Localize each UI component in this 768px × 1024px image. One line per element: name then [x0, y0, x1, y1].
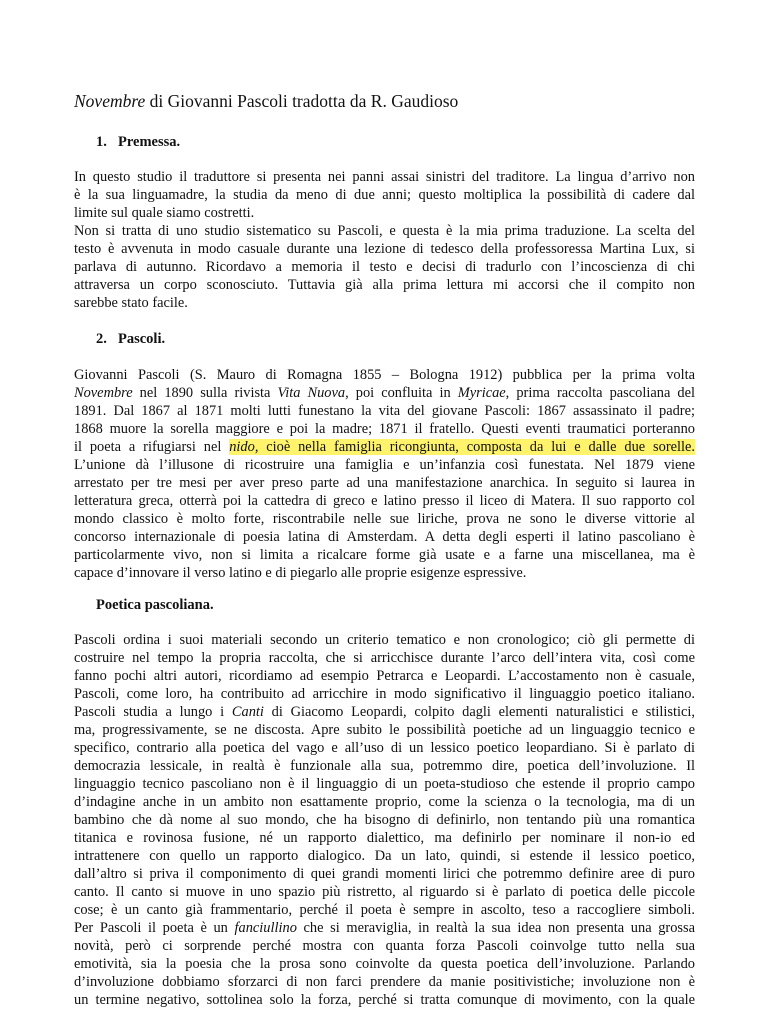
section-number: 1. — [96, 134, 107, 150]
text-line: limite sul quale siamo costretti. — [74, 205, 255, 221]
section-heading-poetica — [96, 597, 214, 614]
text-line — [74, 384, 695, 402]
text-line: emotività, sia la poesia che la prosa sono coinvolte da questa poetica dell’involuzione. Parlando — [74, 956, 695, 972]
section-heading-premessa — [96, 134, 180, 151]
text-run: Per Pascoli il poeta è un — [74, 920, 235, 936]
text-line: costruire nel tempo la propria raccolta, che si arricchisce durante l’arco dell’intera vita, così come — [74, 650, 695, 666]
text-line: bambino che dà nome al suo mondo, che ha bisogno di definirlo, non tentando più una romantica — [74, 812, 695, 828]
text-run: nel 1890 sulla rivista — [132, 385, 278, 401]
text-line: intrattenere con quello un rapporto dialogico. Da un lato, quindi, si estende il lessico poetico, — [74, 848, 695, 864]
section-label: Poetica pascoliana. — [96, 597, 214, 613]
document-title — [74, 91, 458, 112]
text-line — [74, 438, 695, 456]
text-line: dall’altro si priva il componimento di quei grandi momenti lirici che potremmo definire aree di puro — [74, 866, 695, 882]
text-line: ma, progressivamente, se ne discosta. Apre subito le possibilità poetiche ad un linguaggio tecnico e — [74, 722, 695, 738]
text-line: d’indagine anche in un ambito non esattamente proprio, come la scienza o la tecnologia, ma di un — [74, 794, 695, 810]
section-number: 2. — [96, 331, 107, 347]
text-line: titanica e rovinosa fusione, né un rapporto dialettico, ma definirlo per nominare il non-io ed — [74, 830, 695, 846]
text-line — [74, 703, 695, 721]
text-line: un termine negativo, sottolinea solo la forza, perché si tratta comunque di movimento, con la quale — [74, 992, 695, 1008]
text-line — [74, 919, 695, 937]
italic-title: Myricae — [457, 385, 506, 401]
highlighted-text — [229, 439, 695, 455]
italic-title: Canti — [231, 704, 264, 720]
text-line: letteratura greca, otterrà poi la cattedra di greco e latino presso il liceo di Matera. Il suo rapporto col — [74, 493, 695, 509]
text-line: Pascoli ordina i suoi materiali secondo un criterio tematico e non cronologico; ciò gli permette di — [74, 632, 695, 648]
text-line: parlava di autunno. Ricordavo a memoria il testo e decisi di tradurlo con l’incoscienza di chi — [74, 259, 695, 275]
section-heading-pascoli — [96, 331, 165, 348]
section-label: Premessa. — [118, 134, 181, 150]
paragraph-poetica — [74, 631, 695, 1009]
italic-title: Novembre — [74, 385, 133, 401]
title-italic: Novembre — [74, 91, 146, 111]
text-run: il poeta a rifugiarsi nel — [74, 439, 230, 455]
section-label: Pascoli. — [118, 331, 166, 347]
text-line: In questo studio il traduttore si presenta nei panni assai sinistri del traditore. La lingua d’arrivo non — [74, 169, 695, 185]
text-run: di Giacomo Leopardi, colpito dagli elementi naturalistici e stilistici, — [263, 704, 695, 720]
text-line: Non si tratta di uno studio sistematico su Pascoli, e questa è la mia prima traduzione. La scelta del — [74, 223, 695, 239]
text-line: testo è avvenuta in modo casuale durante una lezione di tedesco della professoressa Martina Lux, si — [74, 241, 695, 257]
title-rest: di Giovanni Pascoli tradotta da R. Gaudioso — [145, 91, 459, 111]
italic-term: fanciullino — [234, 920, 297, 936]
text-line: sarebbe stato facile. — [74, 295, 188, 311]
text-line: attraversa un corpo sconosciuto. Tuttavia già alla prima lettura mi accorsi che il compito non — [74, 277, 695, 293]
paragraph-pascoli — [74, 366, 695, 582]
text-line: concorso internazionale di poesia latina di Amsterdam. A detta degli esperti il latino pascoliano è — [74, 529, 695, 545]
text-line: L’unione dà l’illusone di ricostruire una famiglia e un’infanzia così funestata. Nel 1879 viene — [74, 457, 695, 473]
text-line: particolarmente vivo, non si limita a ricalcare forme già usate e a farne una miscellanea, ma è — [74, 547, 695, 563]
text-line: capace d’innovare il verso latino e di piegarlo alle proprie esigenze espressive. — [74, 565, 527, 581]
text-run: , poi confluita in — [345, 385, 458, 401]
text-run: Pascoli studia a lungo i — [74, 704, 232, 720]
paragraph-premessa — [74, 168, 695, 312]
text-line: Giovanni Pascoli (S. Mauro di Romagna 1855 – Bologna 1912) pubblica per la prima volta — [74, 367, 695, 383]
text-line: 1868 muore la sorella maggiore e poi la madre; 1871 il fratello. Questi eventi traumatici porteranno — [74, 421, 695, 437]
text-line: cose; è un canto già frammentario, perché il poeta è sempre in ascolto, teso a raccogliere simboli. — [74, 902, 695, 918]
text-line: canto. Il canto si muove in uno spazio più ristretto, al riguardo si è parlato di poetica delle piccole — [74, 884, 695, 900]
text-line: d’involuzione dobbiamo sforzarci di non farci prendere da manie positivistiche; involuzione non è — [74, 974, 695, 990]
text-line: novità, però ci sorprende perché mostra con quanta forza Pascoli coinvolge tutto nella sua — [74, 938, 695, 954]
text-line: 1891. Dal 1867 al 1871 molti lutti funestano la vita del giovane Pascoli: 1867 assassinato il padre; — [74, 403, 695, 419]
text-line: fanno pochi altri autori, ricordiamo ad esempio Petrarca e Leopardi. L’accostamento non è casuale, — [74, 668, 695, 684]
text-line: mondo classico è molto forte, riscontrabile nelle sue liriche, prova ne sono le diverse vittorie al — [74, 511, 695, 527]
text-line: Pascoli, come loro, ha contribuito ad arricchire in modo significativo il linguaggio poetico italiano. — [74, 686, 695, 702]
text-run: , cioè nella famiglia ricongiunta, composta da lui e dalle due sorelle. — [254, 439, 695, 455]
text-line: linguaggio tecnico pascoliano non è il linguaggio di un poeta-studioso che estende il proprio campo — [74, 776, 695, 792]
italic-term: nido — [229, 439, 255, 455]
text-line: democrazia lessicale, in realtà è funzionale alla sua, potremmo dire, poetica dell’involuzione. Il — [74, 758, 695, 774]
text-run: , prima raccolta pascoliana del — [505, 385, 695, 401]
text-line: specifico, contrario alla poetica del vago e all’uso di un lessico poetico leopardiano. Si è parlato di — [74, 740, 695, 756]
text-line: arrestato per tre mesi per aver preso parte ad una manifestazione anarchica. In seguito si laurea in — [74, 475, 695, 491]
text-line: è la sua linguamadre, la studia da meno di due anni; questo moltiplica la possibilità di cadere dal — [74, 187, 695, 203]
italic-title: Vita Nuova — [277, 385, 346, 401]
text-run: che si meraviglia, in realtà la sua idea non presenta una grossa — [296, 920, 695, 936]
